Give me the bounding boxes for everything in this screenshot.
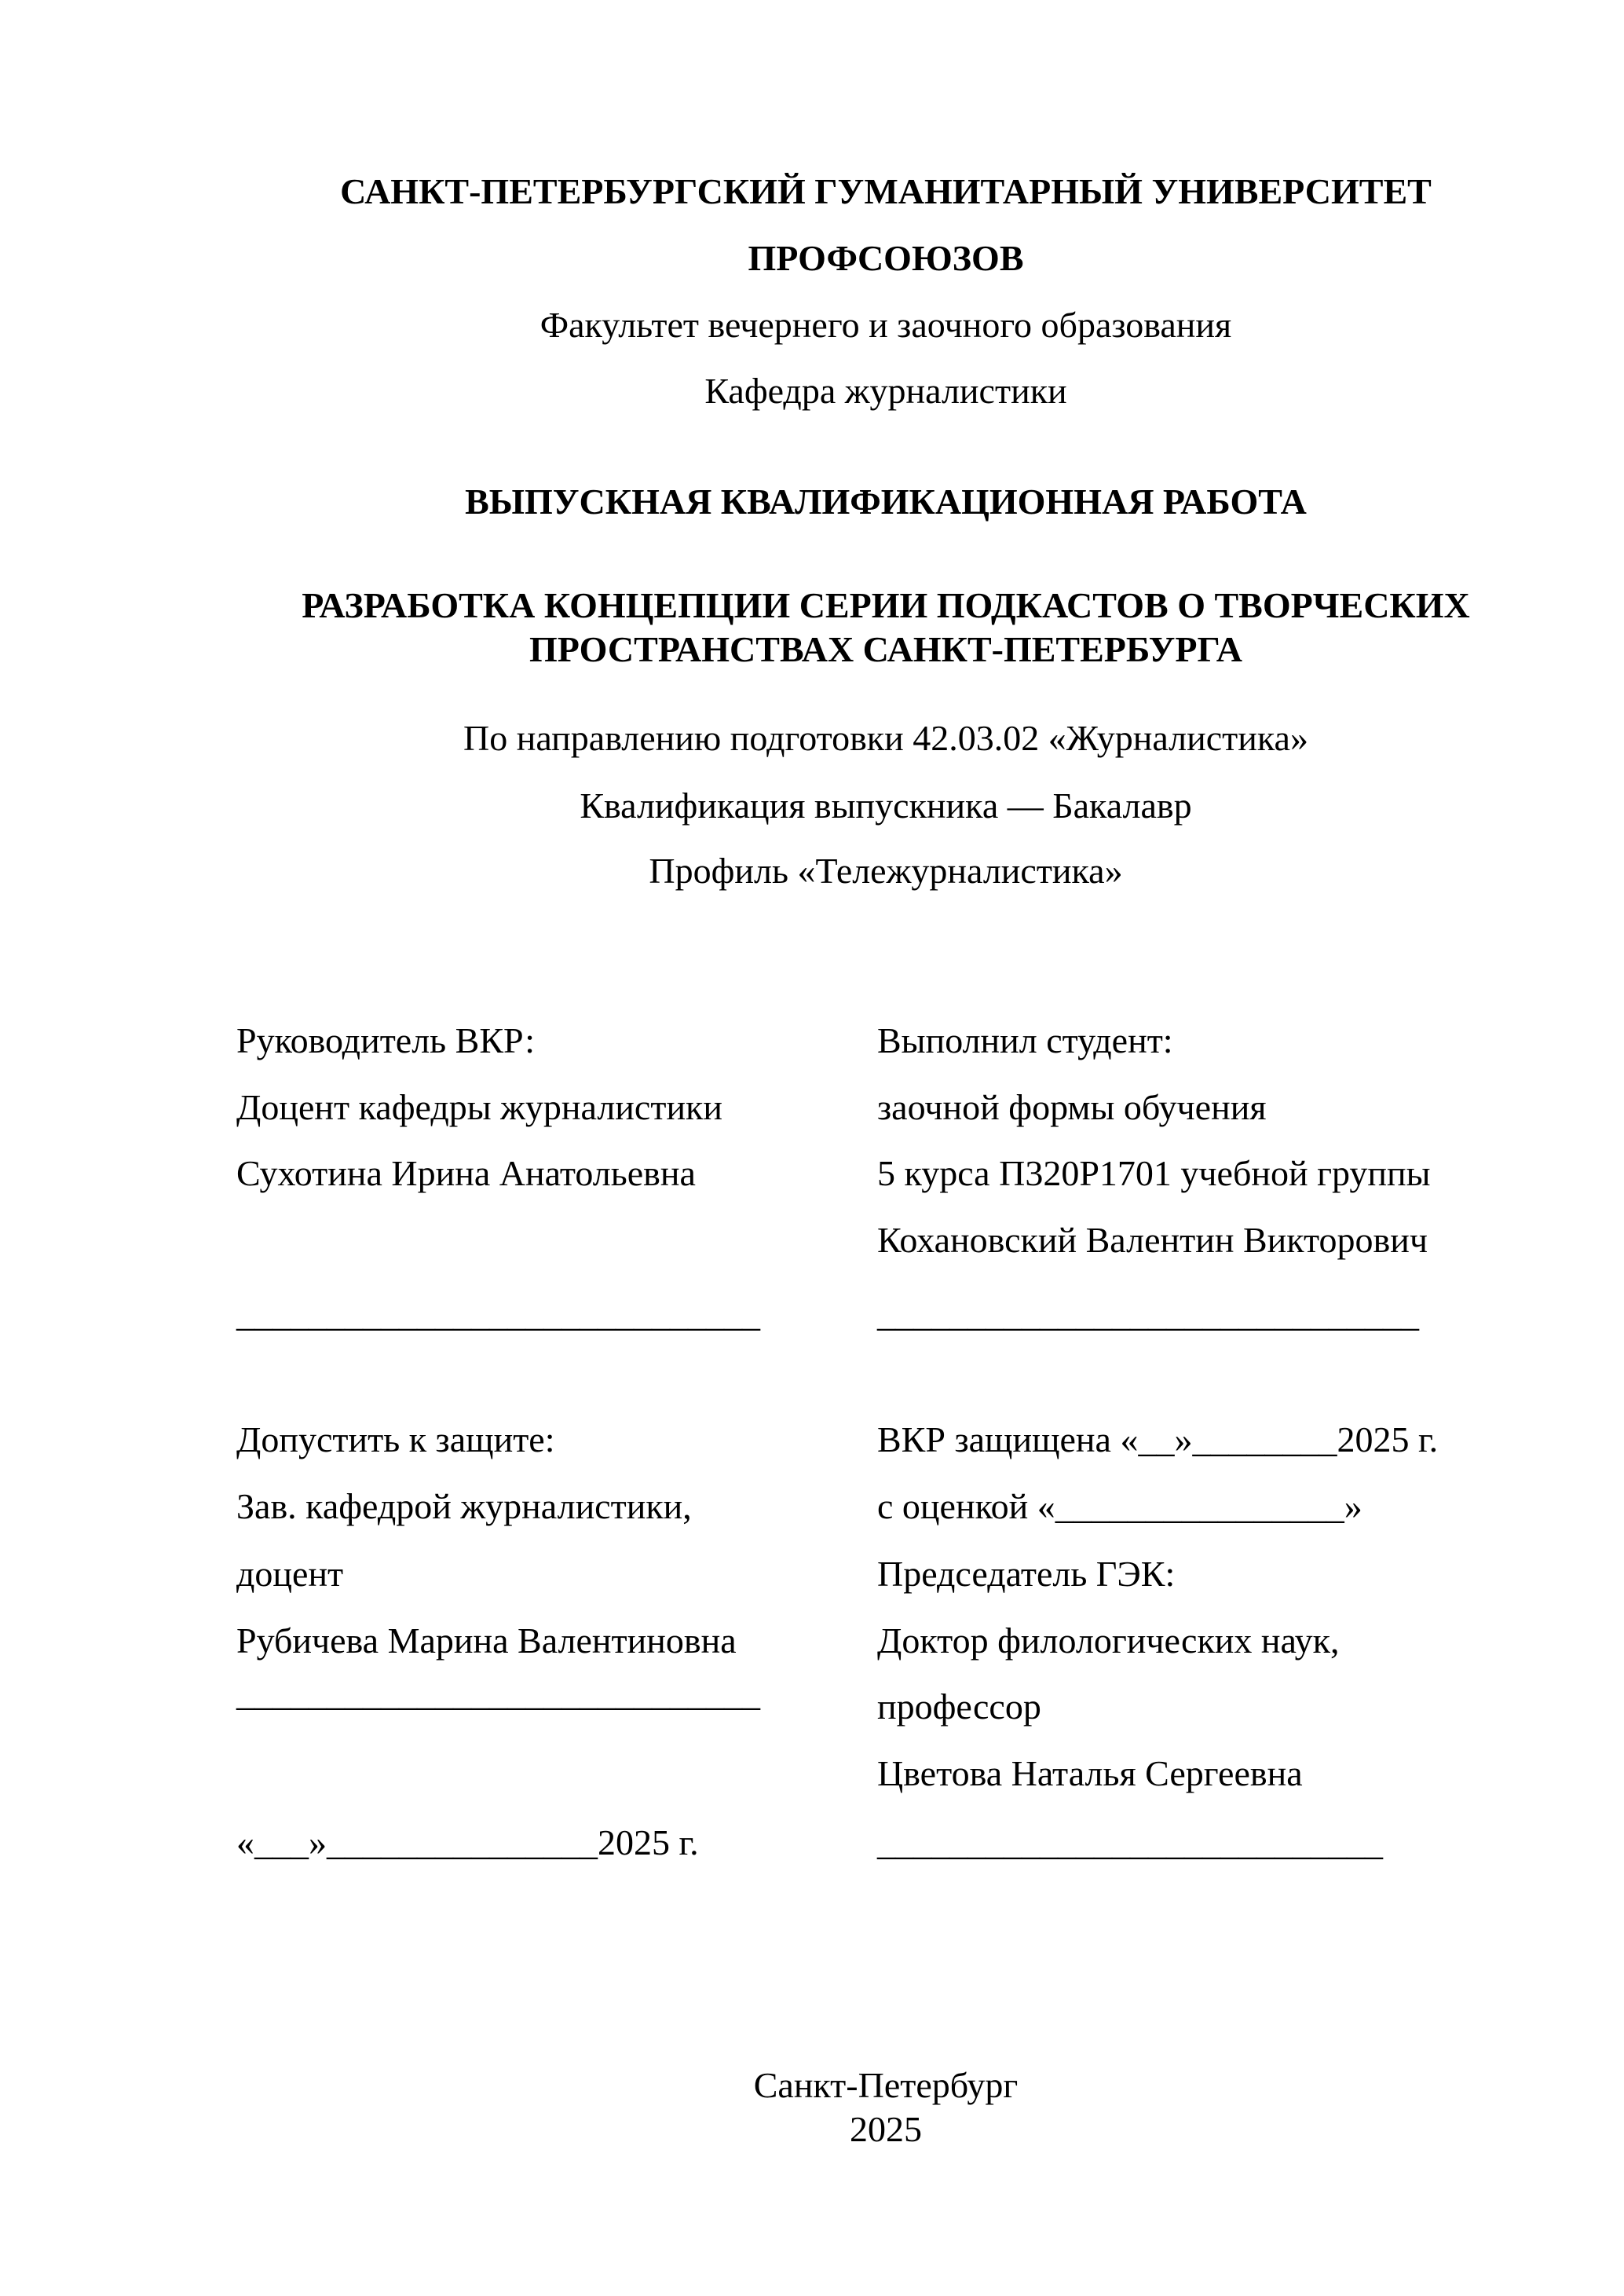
student-signature-line: ______________________________ xyxy=(877,1294,1419,1334)
student-label: Выполнил студент: xyxy=(877,1020,1173,1060)
chair-degree: Доктор филологических наук, xyxy=(877,1620,1340,1661)
student-name: Кохановский Валентин Викторович xyxy=(877,1220,1428,1260)
chair-label: Председатель ГЭК: xyxy=(877,1554,1176,1594)
supervisor-name: Сухотина Ирина Анатольевна xyxy=(236,1153,696,1193)
chair-signature-line: ____________________________ xyxy=(877,1822,1383,1862)
admission-signature-line: _____________________________ xyxy=(236,1673,760,1713)
year: 2025 xyxy=(850,2109,922,2149)
admission-date: «___»_______________2025 г. xyxy=(236,1822,699,1862)
chair-title: профессор xyxy=(877,1686,1041,1727)
supervisor-signature-line: _____________________________ xyxy=(236,1294,760,1334)
faculty: Факультет вечернего и заочного образования xyxy=(540,305,1232,345)
student-form: заочной формы обучения xyxy=(877,1087,1267,1127)
admission-label: Допустить к защите: xyxy=(236,1419,555,1459)
supervisor-label: Руководитель ВКР: xyxy=(236,1020,536,1060)
defense-grade: с оценкой «________________» xyxy=(877,1486,1362,1526)
work-type: ВЫПУСКНАЯ КВАЛИФИКАЦИОННАЯ РАБОТА xyxy=(465,482,1307,522)
department: Кафедра журналистики xyxy=(704,371,1067,411)
qualification: Квалификация выпускника — Бакалавр xyxy=(580,785,1192,826)
admission-position-line2: доцент xyxy=(236,1554,344,1594)
work-title-line1: РАЗРАБОТКА КОНЦЕПЦИИ СЕРИИ ПОДКАСТОВ О ТВОРЧЕСКИХ xyxy=(302,585,1470,625)
university-name-line1: САНКТ-ПЕТЕРБУРГСКИЙ ГУМАНИТАРНЫЙ УНИВЕРСИТЕТ xyxy=(340,171,1432,211)
admission-position-line1: Зав. кафедрой журналистики, xyxy=(236,1486,692,1526)
defense-date: ВКР защищена «__»________2025 г. xyxy=(877,1419,1439,1459)
direction: По направлению подготовки 42.03.02 «Журналистика» xyxy=(463,718,1308,758)
supervisor-position: Доцент кафедры журналистики xyxy=(236,1087,723,1127)
student-group: 5 курса П320Р1701 учебной группы xyxy=(877,1153,1431,1193)
university-name-line2: ПРОФСОЮЗОВ xyxy=(748,238,1024,278)
admission-name: Рубичева Марина Валентиновна xyxy=(236,1620,737,1661)
work-title-line2: ПРОСТРАНСТВАХ САНКТ-ПЕТЕРБУРГА xyxy=(529,629,1243,669)
profile: Профиль «Тележурналистика» xyxy=(649,851,1123,891)
city: Санкт-Петербург xyxy=(753,2065,1019,2105)
chair-name: Цветова Наталья Сергеевна xyxy=(877,1753,1303,1793)
